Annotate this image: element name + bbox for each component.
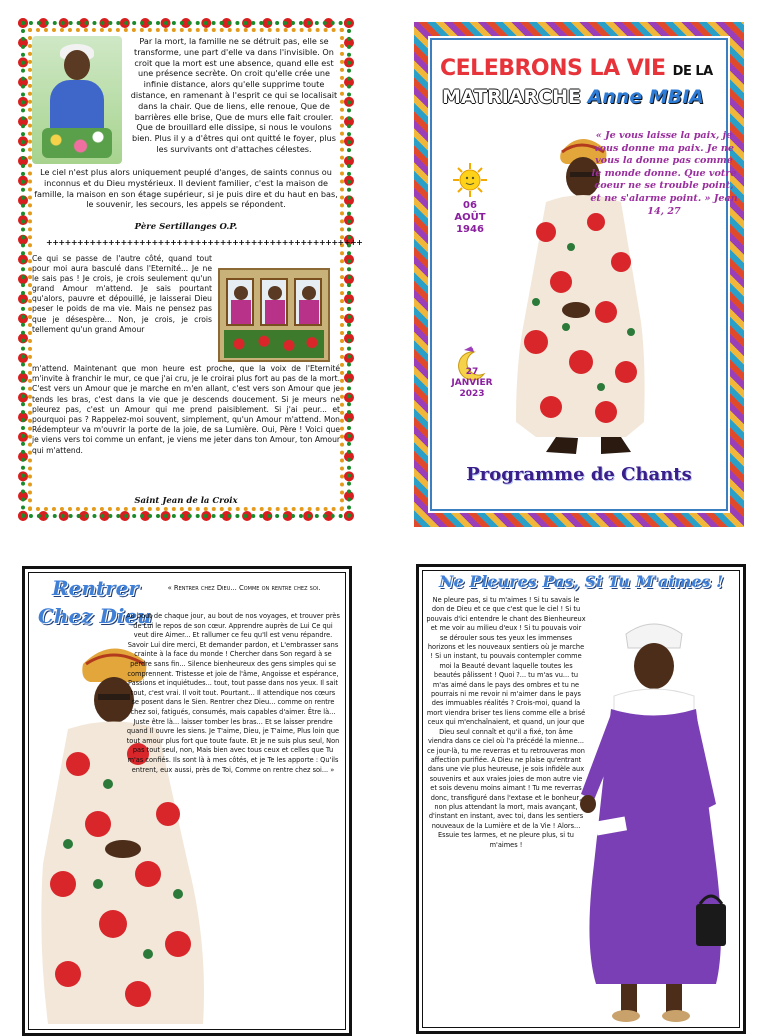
panel-rentrer-chez-dieu bbox=[22, 566, 352, 1036]
birth-date bbox=[448, 200, 492, 236]
poem-body: Ne pleure pas, si tu m'aimes ! Si tu savais le don de Dieu et ce que c'est que le ciel ! Si tu pouvais d'ici entendre le chant des Bienheureux et me voir au milieu d'eux ! Si tu pouvais voir se dérouler sous tes yeux les immenses horizons et les nouveaux sentiers où je marche ! Si un instant, tu pouvais contempler comme moi la Beauté devant laquelle toutes les beautés pâlissent ! Quoi ?... tu m'as vu... tu m'as aimé dans le pays des ombres et tu ne pourrais ni me revoir ni m'aimer dans le pays des immuables réalités ? Crois-moi, quand la mort viendra briser tes liens comme elle a brisé ceux qui m'enchaînaient, et quand, un jour que Dieu seul connaît et qu'il a fixé, ton âme viendra dans ce ciel où l'a précédé la mienne... ce jour-là, tu me reverras et tu retrouveras mon affection purifiée. A Dieu ne plaise qu'entrant dans une vie plus heureuse, je sois infidèle aux souvenirs et aux vraies joies de mon autre vie et sois devenu moins aimant ! Tu me reverras donc, transfiguré dans l'extase et le bonheur, non plus attendant la mort, mais avançant, d'instant en instant, avec toi, dans les sentiers nouveaux de la Lumière et de la Vie ! Alors... Essuie tes larmes, et ne pleure plus, si tu m'aimes ! bbox=[426, 596, 586, 849]
birth-month: AOÛT bbox=[454, 212, 486, 223]
walking-woman-purple-photo bbox=[566, 604, 744, 1034]
title-rentrer: Rentrer bbox=[52, 576, 139, 600]
cover-title-name: Anne MBIA bbox=[587, 86, 705, 108]
birth-day: 06 bbox=[463, 200, 477, 211]
panel-cover bbox=[414, 22, 744, 527]
poem-title: Ne Pleures Pas, Si Tu M'aimes ! bbox=[438, 572, 724, 591]
title-chez-dieu: Chez Dieu bbox=[38, 604, 152, 628]
sun-icon bbox=[452, 162, 488, 198]
panel-meditations bbox=[18, 18, 363, 521]
signature-sertillanges: Père Sertillanges O.P. bbox=[134, 222, 238, 232]
sertillanges-text-2: Le ciel n'est plus alors uniquement peuplé d'anges, de saints connus ou inconnus et du Dieu mystérieux. Il devient familier, c'est la maison de famille, la maison en son étage supérieur, si je puis dire et du haut en bas, le souvenir, les secours, les appels se répondent. bbox=[34, 167, 338, 210]
cover-title-line1 bbox=[440, 56, 730, 81]
death-month: JANVIER bbox=[451, 378, 493, 388]
death-day: 27 bbox=[465, 367, 479, 377]
jean-de-la-croix-text-2: m'attend. Maintenant que mon heure est proche, que la voix de l'Eternité m'invite à franchir le mur, ce que j'ai cru, je le croirai plus fort au pas de la mort. C'est vers un Amour que je marche en m'en allant, c'est vers son Amour que je tends les bras, c'est dans la vie que je descends doucement. Si je meurs ne pleurez pas, c'est un Amour qui me prend paisiblement. Si j'ai peur... et pourquoi pas ? Rappelez-moi souvent, simplement, qu'un Amour m'attend. Mon Rédempteur va m'ouvrir la porte de la joie, de sa Lumière. Oui, Père ! Voici que je viens vers toi comme un enfant, je viens me jeter dans ton Amour, ton Amour qui m'attend. bbox=[32, 364, 340, 455]
death-year: 2023 bbox=[459, 389, 485, 399]
signature-jean-de-la-croix: Saint Jean de la Croix bbox=[134, 496, 238, 506]
poem-lead: « Rentrer chez Dieu... Comme on rentre chez soi. bbox=[167, 584, 321, 592]
sertillanges-text-1: Par la mort, la famille ne se détruit pas, elle se transforme, une part d'elle va dans l'invisible. On croit que la mort est une absence, quand elle est une présence secrète. On croit qu'elle crée une infinie distance, alors qu'elle supprime toute distance, en ramenant à l'esprit ce qui se localisait dans la chair. Que de liens, elle renoue, Que de barrières elle brise, Que de murs elle fait crouler. Que de brouillard elle dissipe, si nous le voulons bien. Plus il y a d'êtres qui ont quitté le foyer, plus les survivants ont d'attaches célestes. bbox=[130, 36, 338, 154]
death-date bbox=[446, 367, 498, 400]
portrait-photo-garden bbox=[32, 36, 122, 164]
cover-title-matriarche: MATRIARCHE bbox=[442, 86, 581, 108]
panel-ne-pleures-pas bbox=[416, 564, 746, 1034]
cover-title-celebrons: CELEBRONS LA VIE bbox=[440, 56, 666, 81]
program-title: Programme de Chants bbox=[466, 464, 692, 485]
poem-body: Au bout de chaque jour, au bout de nos voyages, et trouver près de Lui le repos de son cœur. Apprendre auprès de Lui Ce qui veut dire Aimer... Et rallumer ce feu qu'Il est venu répandre. Savoir Lui dire merci, Et demander pardon, et L'embrasser sans crainte à la face du monde ! Chercher dans Son regard à se perdre sans fin... Silence bienheureux des gens simples qui se comprennent. Tristesse et joie de l'âme, Angoisse et espérance, Passions et inquiétudes... tout, tout passe dans nos yeux. Il sait tout, c'est vrai. Il voit tout. Pourtant... Il attendique nos cœurs se posent dans le Sien. Rentrer chez Dieu... comme on rentre chez soi, fatigués, consumés, mais capables d'aimer. Être là... Juste être là... laisser tomber les bras... Et se laisser prendre quand Il ouvre les siens. Je T'aime, Dieu, je T'aime, Plus loin que tout amour plus fort que toute faute. Et je ne suis plus seul, Non pas tout seul, non, Mais bien avec tous ceux et celles que Tu m'as confiés. Ils sont là à mes côtés, et je Te les apporte : Qu'ils entrent, eux aussi, près de Toi, Comme on rentre chez soi... » bbox=[126, 612, 340, 774]
cover-title-line2 bbox=[442, 86, 732, 108]
scripture-quote: « Je vous laisse la paix, je vous donne ma paix. Je ne vous la donne pas comme le monde donne. Que votre coeur ne se trouble point, et ne s'alarme point. » Jean 14, 27 bbox=[590, 130, 738, 217]
cover-title-de-la: DE LA bbox=[672, 64, 713, 79]
window-photo-three-portraits bbox=[218, 268, 330, 362]
birth-year: 1946 bbox=[456, 224, 484, 235]
plus-divider: +++++++++++++++++++++++++++++++++++++++++++++++++++ bbox=[46, 238, 363, 247]
jean-de-la-croix-text-1: Ce qui se passe de l'autre côté, quand tout pour moi aura basculé dans l'Eternité... Je ne le sais pas ! Je crois, je crois seulement qu'un grand Amour m'attend. Je sais pourtant qu'alors, pauvre et dépouillé, je laisserai Dieu peser le poids de ma vie. Mais ne pensez pas que je désespère... Non, je crois, je crois tellement qu'un grand Amour bbox=[32, 254, 212, 334]
